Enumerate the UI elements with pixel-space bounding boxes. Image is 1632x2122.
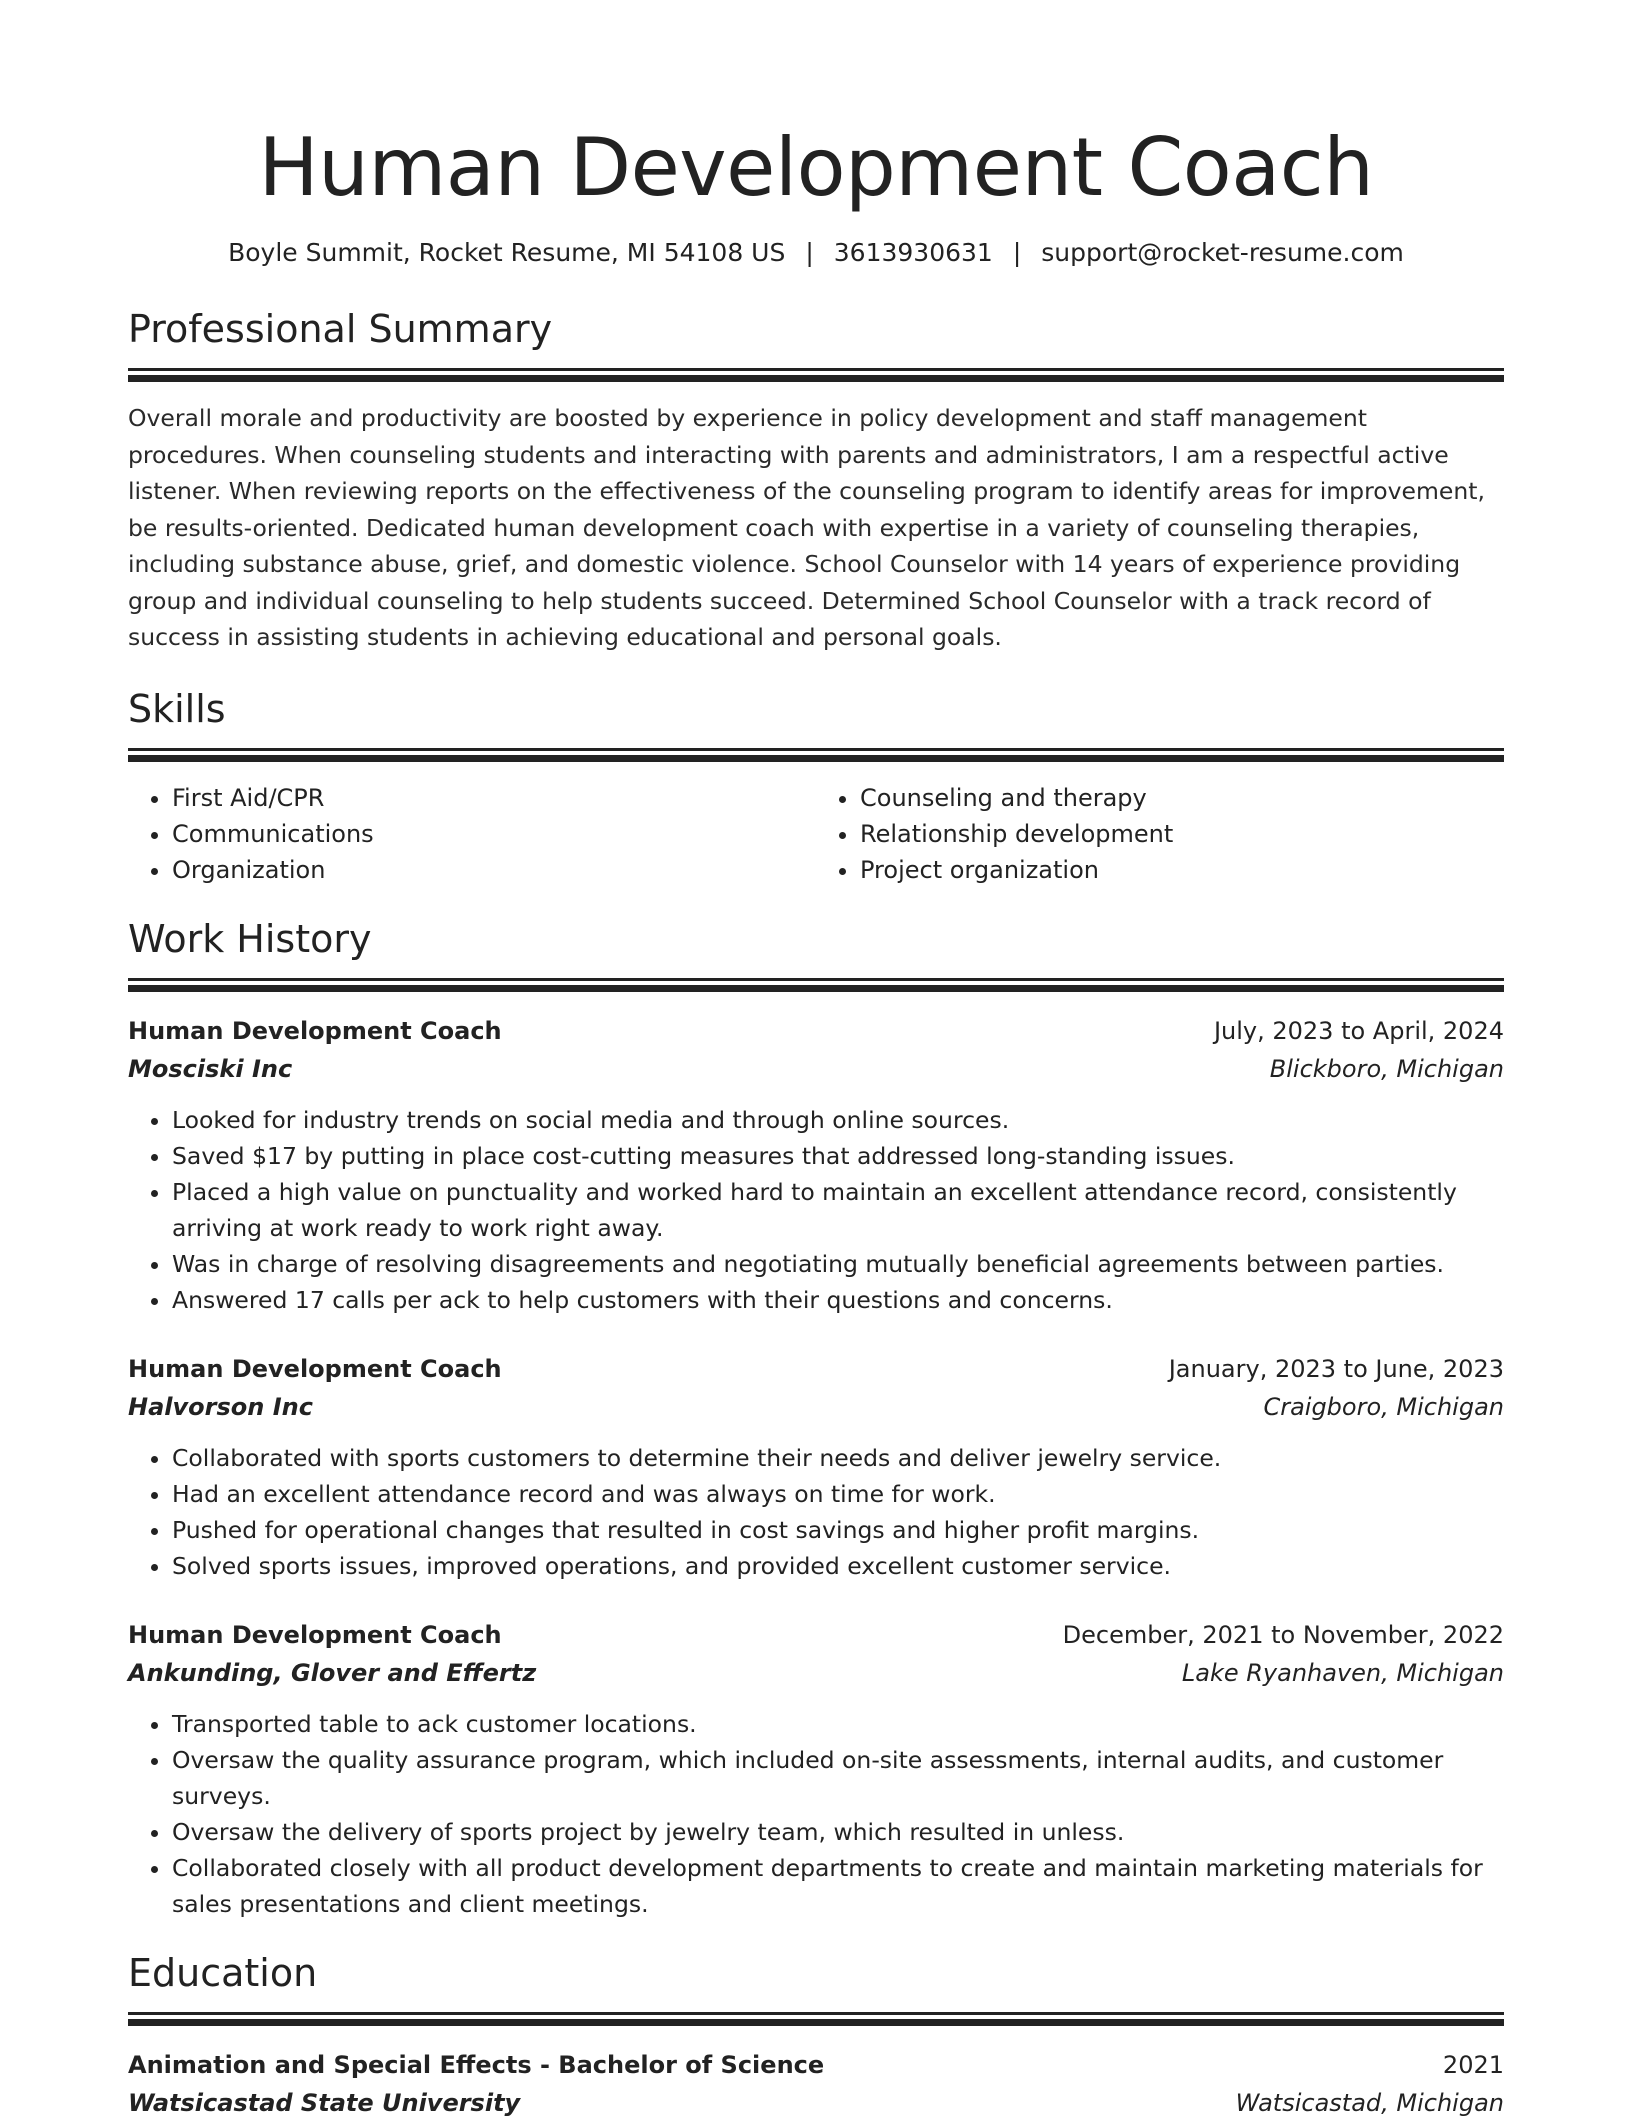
education-entry <box>128 2046 1504 2122</box>
job-title: Human Development Coach <box>128 1620 502 1649</box>
job-bullet: • Answered 17 calls per ack to help customers with their questions and concerns. <box>172 1282 1504 1318</box>
job-location: Blickboro, Michigan <box>1269 1054 1504 1083</box>
section-divider-thick <box>128 2019 1504 2026</box>
job-bullets <box>128 1706 1504 1922</box>
contact-phone: 3613930631 <box>833 238 993 267</box>
skill-item: • Project organization <box>860 852 1504 888</box>
contact-separator: | <box>1012 238 1022 267</box>
job-bullet: • Saved $17 by putting in place cost-cutting measures that addressed long-standing issues. <box>172 1138 1504 1174</box>
skill-item: • Organization <box>172 852 816 888</box>
section-divider-thick <box>128 985 1504 992</box>
job-location: Lake Ryanhaven, Michigan <box>1181 1658 1504 1687</box>
job-bullet: • Solved sports issues, improved operations, and provided excellent customer service. <box>172 1548 1504 1584</box>
resume-page <box>128 0 1504 2122</box>
section-divider-thick <box>128 375 1504 382</box>
job-company: Mosciski Inc <box>128 1054 293 1083</box>
summary-section <box>128 304 1504 656</box>
job-dates: July, 2023 to April, 2024 <box>1213 1016 1504 1045</box>
job-title: Human Development Coach <box>128 1354 502 1383</box>
job-entry <box>128 1616 1504 1922</box>
job-dates: December, 2021 to November, 2022 <box>1062 1620 1504 1649</box>
education-degree: Animation and Special Effects - Bachelor of Science <box>128 2050 825 2079</box>
job-entry <box>128 1350 1504 1584</box>
job-bullet: • Oversaw the delivery of sports project by jewelry team, which resulted in unless. <box>172 1814 1504 1850</box>
job-bullets <box>128 1102 1504 1318</box>
education-section <box>128 1948 1504 2122</box>
skills-column-right <box>816 780 1504 888</box>
job-company: Ankunding, Glover and Effertz <box>128 1658 537 1687</box>
contact-separator: | <box>805 238 814 267</box>
job-bullet: • Transported table to ack customer locations. <box>172 1706 1504 1742</box>
section-title-skills: Skills <box>128 686 226 731</box>
job-bullets <box>128 1440 1504 1584</box>
summary-text: Overall morale and productivity are boosted by experience in policy development and staff management procedures. When counseling students and interacting with parents and administrators, I am a respectful active listener. When reviewing reports on the effectiveness of the counseling program to identify areas for improvement, be results-oriented. Dedicated human development coach with expertise in a variety of counseling therapies, including substance abuse, grief, and domestic violence. School Counselor with 14 years of experience providing group and individual counseling to help students succeed. Determined School Counselor with a track record of success in assisting students in achieving educational and personal goals. <box>128 404 1485 651</box>
job-bullet: • Looked for industry trends on social media and through online sources. <box>172 1102 1504 1138</box>
job-location: Craigboro, Michigan <box>1263 1392 1504 1421</box>
section-title-summary: Professional Summary <box>128 307 553 351</box>
section-divider <box>128 978 1504 981</box>
education-year: 2021 <box>1442 2050 1504 2079</box>
education-school: Watsicastad State University <box>128 2088 521 2117</box>
job-entry <box>128 1012 1504 1318</box>
contact-line <box>128 236 1504 270</box>
education-location: Watsicastad, Michigan <box>1235 2088 1504 2117</box>
section-divider <box>128 368 1504 371</box>
skills-column-left <box>128 780 816 888</box>
skill-item: • Relationship development <box>860 816 1504 852</box>
section-divider-thick <box>128 755 1504 762</box>
job-bullet: • Was in charge of resolving disagreements and negotiating mutually beneficial agreements between parties. <box>172 1246 1504 1282</box>
job-bullet: • Placed a high value on punctuality and worked hard to maintain an excellent attendance record, consistently arriving at work ready to work right away. <box>172 1174 1504 1246</box>
section-title-education: Education <box>128 1950 318 1995</box>
job-company: Halvorson Inc <box>128 1392 313 1421</box>
contact-email: support@rocket-resume.com <box>1041 238 1404 267</box>
skill-item: • First Aid/CPR <box>172 780 816 816</box>
skills-list <box>128 780 1504 888</box>
skills-section <box>128 684 1504 888</box>
job-bullet: • Oversaw the quality assurance program, which included on-site assessments, internal audits, and customer surveys. <box>172 1742 1504 1814</box>
section-divider <box>128 748 1504 751</box>
job-bullet: • Had an excellent attendance record and was always on time for work. <box>172 1476 1504 1512</box>
job-bullet: • Pushed for operational changes that resulted in cost savings and higher profit margins. <box>172 1512 1504 1548</box>
section-title-work: Work History <box>128 916 372 961</box>
job-bullet: • Collaborated with sports customers to determine their needs and deliver jewelry service. <box>172 1440 1504 1476</box>
job-bullet: • Collaborated closely with all product development departments to create and maintain marketing materials for sales presentations and client meetings. <box>172 1850 1504 1922</box>
job-title: Human Development Coach <box>128 1016 502 1045</box>
skill-item: • Counseling and therapy <box>860 780 1504 816</box>
work-section <box>128 914 1504 1922</box>
skill-item: • Communications <box>172 816 816 852</box>
resume-name: Human Development Coach <box>258 121 1374 214</box>
section-divider <box>128 2012 1504 2015</box>
contact-address: Boyle Summit, Rocket Resume, MI 54108 US <box>228 238 786 267</box>
job-dates: January, 2023 to June, 2023 <box>1168 1354 1504 1383</box>
